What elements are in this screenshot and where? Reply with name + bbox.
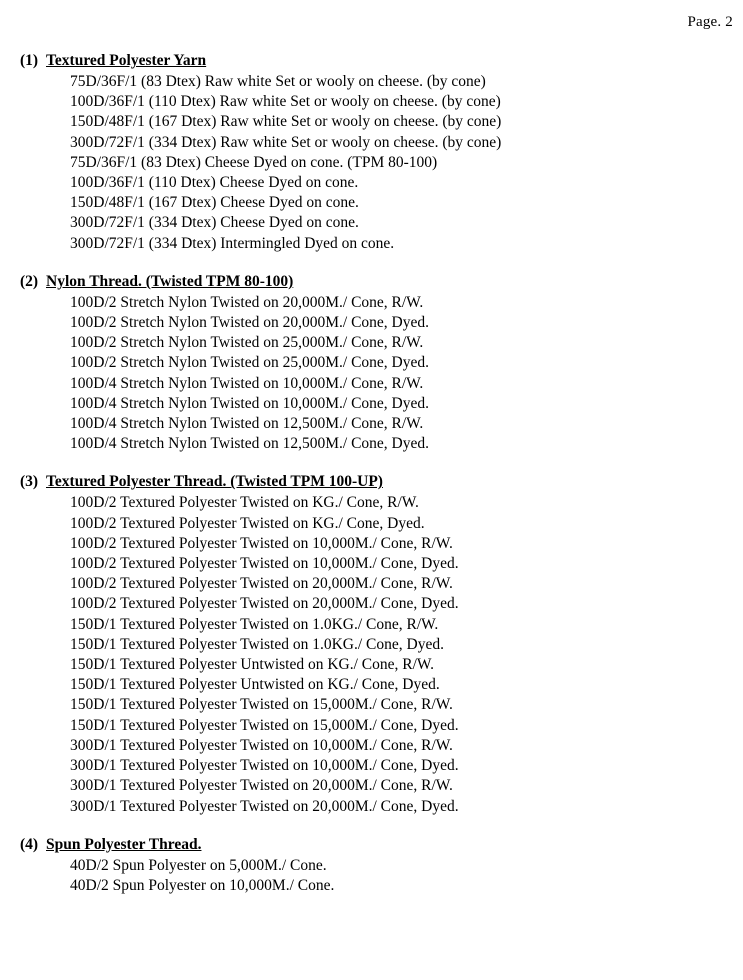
list-item: 300D/72F/1 (334 Dtex) Raw white Set or wooly on cheese. (by cone) bbox=[70, 133, 502, 151]
section-title: Nylon Thread. (Twisted TPM 80-100) bbox=[46, 272, 294, 290]
list-item: 100D/2 Textured Polyester Twisted on 20,000M./ Cone, Dyed. bbox=[70, 595, 459, 613]
section-number: (3) bbox=[20, 473, 39, 491]
list-item: 100D/36F/1 (110 Dtex) Cheese Dyed on cone. bbox=[70, 174, 359, 192]
section-title: Textured Polyester Yarn bbox=[46, 52, 207, 69]
page-number-label: Page. 2 bbox=[687, 14, 733, 30]
list-item: 300D/1 Textured Polyester Twisted on 20,000M./ Cone, R/W. bbox=[70, 777, 453, 795]
list-item: 100D/4 Stretch Nylon Twisted on 10,000M./ Cone, Dyed. bbox=[70, 394, 429, 412]
list-item: 100D/2 Textured Polyester Twisted on 10,000M./ Cone, Dyed. bbox=[70, 555, 459, 573]
list-item: 150D/1 Textured Polyester Twisted on 15,000M./ Cone, R/W. bbox=[70, 696, 453, 714]
list-item: 100D/4 Stretch Nylon Twisted on 12,500M./ Cone, Dyed. bbox=[70, 435, 429, 453]
list-item: 300D/1 Textured Polyester Twisted on 10,000M./ Cone, R/W. bbox=[70, 736, 453, 754]
list-item: 150D/1 Textured Polyester Untwisted on KG./ Cone, Dyed. bbox=[70, 676, 440, 694]
section-heading bbox=[20, 472, 729, 492]
list-item: 100D/36F/1 (110 Dtex) Raw white Set or wooly on cheese. (by cone) bbox=[70, 93, 501, 111]
list-item: 100D/4 Stretch Nylon Twisted on 12,500M./ Cone, R/W. bbox=[70, 415, 424, 433]
list-item: 100D/2 Stretch Nylon Twisted on 20,000M./ Cone, Dyed. bbox=[70, 314, 429, 332]
list-item: 100D/2 Stretch Nylon Twisted on 25,000M./ Cone, R/W. bbox=[70, 334, 424, 352]
section-heading bbox=[20, 835, 729, 855]
list-item: 300D/72F/1 (334 Dtex) Intermingled Dyed on cone. bbox=[70, 234, 395, 252]
list-item: 100D/2 Textured Polyester Twisted on 10,000M./ Cone, R/W. bbox=[70, 534, 453, 552]
section-heading bbox=[20, 51, 729, 71]
list-item: 150D/48F/1 (167 Dtex) Raw white Set or wooly on cheese. (by cone) bbox=[70, 113, 502, 131]
list-item: 100D/2 Stretch Nylon Twisted on 20,000M./ Cone, R/W. bbox=[70, 293, 424, 311]
list-item: 40D/2 Spun Polyester on 5,000M./ Cone. bbox=[70, 856, 327, 874]
list-item: 75D/36F/1 (83 Dtex) Cheese Dyed on cone. (TPM 80-100) bbox=[70, 153, 438, 171]
product-section bbox=[20, 51, 729, 254]
list-item: 100D/2 Textured Polyester Twisted on KG./ Cone, R/W. bbox=[70, 494, 419, 512]
section-heading bbox=[20, 272, 729, 292]
product-list bbox=[20, 856, 729, 896]
list-item: 100D/2 Stretch Nylon Twisted on 25,000M./ Cone, Dyed. bbox=[70, 354, 429, 372]
list-item: 100D/2 Textured Polyester Twisted on 20,000M./ Cone, R/W. bbox=[70, 575, 453, 593]
section-number: (2) bbox=[20, 272, 39, 290]
product-list bbox=[20, 493, 729, 816]
list-item: 150D/1 Textured Polyester Twisted on 15,000M./ Cone, Dyed. bbox=[70, 716, 459, 734]
list-item: 300D/1 Textured Polyester Twisted on 10,000M./ Cone, Dyed. bbox=[70, 757, 459, 775]
document-body bbox=[0, 31, 743, 896]
section-number: (4) bbox=[20, 835, 39, 853]
product-section bbox=[20, 472, 729, 816]
list-item: 150D/48F/1 (167 Dtex) Cheese Dyed on cone. bbox=[70, 194, 359, 212]
section-number: (1) bbox=[20, 52, 39, 69]
list-item: 75D/36F/1 (83 Dtex) Raw white Set or wooly on cheese. (by cone) bbox=[70, 73, 486, 90]
product-section bbox=[20, 272, 729, 455]
product-section bbox=[20, 835, 729, 896]
product-list bbox=[20, 72, 729, 254]
section-title: Textured Polyester Thread. (Twisted TPM 100-UP) bbox=[46, 473, 383, 491]
list-item: 40D/2 Spun Polyester on 10,000M./ Cone. bbox=[70, 876, 335, 894]
list-item: 300D/1 Textured Polyester Twisted on 20,000M./ Cone, Dyed. bbox=[70, 797, 459, 815]
list-item: 100D/2 Textured Polyester Twisted on KG./ Cone, Dyed. bbox=[70, 514, 425, 532]
list-item: 100D/4 Stretch Nylon Twisted on 10,000M./ Cone, R/W. bbox=[70, 374, 424, 392]
list-item: 150D/1 Textured Polyester Twisted on 1.0KG./ Cone, R/W. bbox=[70, 615, 439, 633]
product-list bbox=[20, 293, 729, 455]
section-title: Spun Polyester Thread. bbox=[46, 835, 202, 853]
page-header bbox=[0, 0, 743, 31]
list-item: 300D/72F/1 (334 Dtex) Cheese Dyed on cone. bbox=[70, 214, 359, 232]
list-item: 150D/1 Textured Polyester Twisted on 1.0KG./ Cone, Dyed. bbox=[70, 635, 444, 653]
list-item: 150D/1 Textured Polyester Untwisted on KG./ Cone, R/W. bbox=[70, 656, 435, 674]
